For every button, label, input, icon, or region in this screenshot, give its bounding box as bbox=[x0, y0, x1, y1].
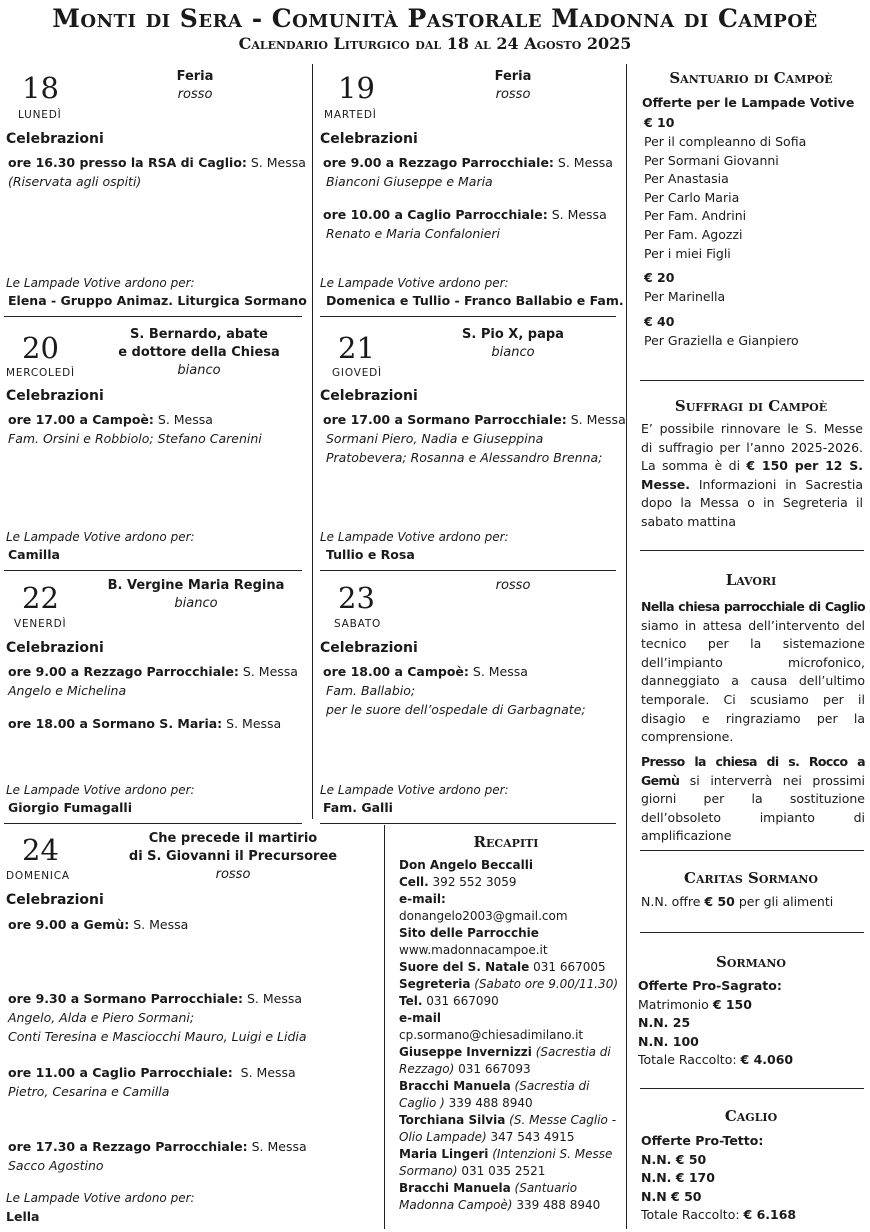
mass-time: ore 17.00 a Sormano Parrocchiale: bbox=[323, 412, 567, 427]
lamp-intention: Domenica e Tullio - Franco Ballabio e Fam. bbox=[326, 293, 624, 308]
mass-intention: Fam. Ballabio; bbox=[326, 683, 416, 698]
lavori-paragraph: Presso la chiesa di s. Rocco a Gemù si interverrà nei prossimi giorni per la sostituzione dell’obsoleto impianto di amplificazione bbox=[641, 754, 865, 844]
contact-email[interactable]: cp.sormano@chiesadimilano.it bbox=[399, 1028, 584, 1042]
mass-intention: Angelo, Alda e Piero Sormani; bbox=[8, 1010, 195, 1025]
row-divider bbox=[320, 316, 616, 317]
mass-type: S. Messa bbox=[240, 1065, 296, 1080]
mass-time: ore 16.30 presso la RSA di Caglio: bbox=[8, 155, 247, 170]
mass-time: ore 17.30 a Rezzago Parrocchiale: bbox=[8, 1139, 248, 1154]
lamp-label: Le Lampade Votive ardono per: bbox=[6, 276, 195, 290]
mass-intention: Pietro, Cesarina e Camilla bbox=[8, 1084, 170, 1099]
mass-time: ore 11.00 a Caglio Parrocchiale: bbox=[8, 1065, 233, 1080]
mass-intention: Renato e Maria Confalonieri bbox=[326, 226, 501, 241]
caglio-total: Totale Raccolto: € 6.168 bbox=[641, 1207, 797, 1223]
feast-name: Feria bbox=[176, 69, 214, 84]
mass-intention: Conti Teresina e Masciocchi Mauro, Luigi e Lidia bbox=[8, 1029, 307, 1044]
celebrations-label: Celebrazioni bbox=[6, 131, 104, 147]
mass-line bbox=[8, 1063, 296, 1082]
mass-type: S. Messa bbox=[250, 155, 306, 170]
feast-name: Che precede il martirio bbox=[148, 831, 318, 846]
mass-line bbox=[8, 662, 298, 681]
contact-line: Giuseppe Invernizzi (Sacrestia di bbox=[399, 1045, 611, 1059]
mass-time: ore 10.00 a Caglio Parrocchiale: bbox=[323, 207, 548, 222]
mass-line bbox=[8, 714, 281, 733]
lavori-paragraph: Nella chiesa parrocchiale di Caglio siamo in attesa dell’intervento del tecnico per la sistemazione dell’impianto microfonico, danneggiato a causa dell’ultimo temporale. Ci scusiamo per il disagio e ringraziamo per la comprensione. bbox=[641, 599, 865, 745]
contact-line: Don Angelo Beccalli bbox=[399, 858, 533, 872]
day-number: 23 bbox=[338, 581, 375, 615]
contact-line: Torchiana Silvia (S. Messe Caglio - bbox=[399, 1113, 617, 1127]
weekday: LUNEDÌ bbox=[18, 109, 62, 121]
lamp-intention: Tullio e Rosa bbox=[326, 547, 415, 562]
contact-line: Madonna Campoè) 339 488 8940 bbox=[399, 1198, 601, 1212]
mass-line bbox=[8, 153, 306, 172]
santuario-title: Santuario di Campoè bbox=[669, 69, 833, 87]
recapiti-section bbox=[388, 830, 624, 1230]
contact-line: Caglio ) 339 488 8940 bbox=[399, 1096, 533, 1110]
list-item: Per Marinella bbox=[644, 289, 726, 304]
lamp-intention: Giorgio Fumagalli bbox=[8, 800, 132, 815]
list-item: Per Fam. Agozzi bbox=[644, 226, 743, 242]
celebrations-label: Celebrazioni bbox=[320, 388, 418, 404]
day-block-22 bbox=[0, 572, 310, 824]
lamp-label: Le Lampade Votive ardono per: bbox=[320, 276, 509, 290]
day-number: 20 bbox=[22, 331, 59, 365]
contact-line: e-mail: bbox=[399, 892, 446, 906]
lamp-label: Le Lampade Votive ardono per: bbox=[6, 1191, 195, 1205]
liturgical-color: bianco bbox=[174, 596, 218, 611]
caritas-text: N.N. offre € 50 per gli alimenti bbox=[641, 894, 834, 909]
contact-line: Olio Lampade) 347 543 4915 bbox=[399, 1130, 575, 1144]
list-item: Per Anastasia bbox=[644, 171, 729, 187]
day-block-23 bbox=[316, 572, 624, 824]
contact-list bbox=[399, 857, 618, 1214]
liturgical-color: rosso bbox=[177, 87, 213, 102]
row-divider bbox=[4, 316, 302, 317]
contact-line: Maria Lingeri (Intenzioni S. Messe bbox=[399, 1147, 613, 1161]
mass-type: S. Messa bbox=[246, 991, 303, 1006]
column-divider bbox=[312, 64, 313, 819]
liturgical-color: bianco bbox=[177, 363, 221, 378]
mass-intention: Pratobevera; Rosanna e Alessandro Brenna; bbox=[326, 450, 603, 465]
suffragi-title: Suffragi di Campoè bbox=[674, 397, 828, 415]
mass-type: S. Messa bbox=[157, 412, 213, 427]
lamp-label: Le Lampade Votive ardono per: bbox=[320, 783, 509, 797]
day-block-24 bbox=[0, 826, 382, 1230]
mass-type: S. Messa bbox=[251, 1139, 307, 1154]
lavori-title: Lavori bbox=[725, 571, 777, 589]
lamp-intention: Camilla bbox=[8, 547, 60, 562]
weekday: MERCOLEDÌ bbox=[6, 367, 75, 379]
page-subtitle: Calendario Liturgico dal 18 al 24 Agosto 2025 bbox=[238, 34, 632, 53]
offer-list bbox=[644, 133, 806, 263]
caritas-title: Caritas Sormano bbox=[684, 869, 818, 887]
feast bbox=[150, 68, 240, 104]
feast-name: B. Vergine Maria Regina bbox=[107, 578, 285, 593]
day-number: 24 bbox=[22, 833, 59, 867]
mass-intention: Angelo e Michelina bbox=[8, 683, 127, 698]
mass-line bbox=[8, 989, 302, 1008]
sormano-title: Sormano bbox=[716, 953, 786, 971]
mass-line bbox=[323, 410, 626, 429]
feast bbox=[476, 577, 550, 595]
sormano-total: Totale Raccolto: € 4.060 bbox=[638, 1052, 794, 1068]
section-divider bbox=[640, 380, 864, 381]
mass-intention: Sormani Piero, Nadia e Giuseppina bbox=[326, 431, 544, 446]
list-item: Per Carlo Maria bbox=[644, 189, 740, 205]
list-item: Per i miei Figli bbox=[644, 245, 731, 261]
mass-intention: (Riservata agli ospiti) bbox=[8, 174, 142, 189]
list-item: Per Fam. Andrini bbox=[644, 208, 747, 224]
offer-amount: € 20 bbox=[644, 270, 675, 285]
lamp-intention: Elena - Gruppo Animaz. Liturgica Sormano bbox=[8, 293, 307, 308]
contact-line: Segreteria (Sabato ore 9.00/11.30) bbox=[399, 977, 619, 991]
celebrations-label: Celebrazioni bbox=[320, 131, 418, 147]
row-divider bbox=[4, 570, 302, 571]
mass-line bbox=[323, 205, 607, 224]
mass-time: ore 9.30 a Sormano Parrocchiale: bbox=[8, 991, 243, 1006]
feast bbox=[100, 577, 292, 613]
contact-line: e-mail bbox=[399, 1011, 441, 1025]
mass-intention: Bianconi Giuseppe e Maria bbox=[326, 174, 493, 189]
liturgical-color: rosso bbox=[495, 87, 531, 102]
contact-line: Sormano) 031 035 2521 bbox=[399, 1164, 546, 1178]
contact-email[interactable]: donangelo2003@gmail.com bbox=[399, 909, 568, 923]
weekday: VENERDÌ bbox=[14, 618, 67, 630]
day-number: 18 bbox=[22, 71, 59, 105]
offer-amount: € 40 bbox=[644, 314, 675, 329]
section-divider bbox=[640, 550, 864, 551]
mass-type: S. Messa bbox=[557, 155, 613, 170]
weekday: DOMENICA bbox=[6, 870, 70, 882]
lamp-label: Le Lampade Votive ardono per: bbox=[6, 530, 195, 544]
right-column-divider bbox=[626, 64, 627, 1229]
day-block-18 bbox=[0, 64, 310, 316]
mass-line bbox=[323, 662, 528, 681]
liturgical-color: bianco bbox=[491, 345, 535, 360]
mass-line bbox=[323, 153, 613, 172]
lamp-label: Le Lampade Votive ardono per: bbox=[6, 783, 195, 797]
celebrations-label: Celebrazioni bbox=[6, 640, 104, 656]
caglio-title: Caglio bbox=[724, 1107, 778, 1125]
mass-type: S. Messa bbox=[242, 664, 298, 679]
mass-time: ore 9.00 a Rezzago Parrocchiale: bbox=[8, 664, 239, 679]
mass-line bbox=[8, 410, 213, 429]
mass-type: S. Messa bbox=[226, 716, 282, 731]
offer-amount: € 10 bbox=[644, 115, 675, 130]
feast-name: e dottore della Chiesa bbox=[118, 345, 280, 360]
feast bbox=[468, 68, 558, 104]
row-divider bbox=[320, 570, 616, 571]
page-title: Monti di Sera - Comunità Pastorale Madonna di Campoè bbox=[52, 4, 818, 33]
mass-intention: Sacco Agostino bbox=[8, 1158, 104, 1173]
lamp-intention: Lella bbox=[6, 1209, 40, 1224]
day-block-21 bbox=[316, 318, 624, 570]
lamp-label: Le Lampade Votive ardono per: bbox=[320, 530, 509, 544]
mass-type: S. Messa bbox=[570, 412, 626, 427]
mass-time: ore 9.00 a Rezzago Parrocchiale: bbox=[323, 155, 554, 170]
liturgical-color: rosso bbox=[495, 578, 531, 593]
day-number: 19 bbox=[338, 71, 375, 105]
weekday: GIOVEDÌ bbox=[332, 367, 382, 379]
feast bbox=[118, 830, 348, 884]
mass-time: ore 18.00 a Sormano S. Maria: bbox=[8, 716, 223, 731]
contact-line: Sito delle Parrocchie bbox=[399, 926, 539, 940]
celebrations-label: Celebrazioni bbox=[6, 388, 104, 404]
sormano-offers: Offerte Pro-Sagrato: Matrimonio € 150 N.N. 25 N.N. 100 Totale Raccolto: € 4.060 bbox=[638, 977, 793, 1070]
mass-type: S. Messa bbox=[551, 207, 607, 222]
mass-time: ore 9.00 a Gemù: bbox=[8, 917, 130, 932]
day-number: 22 bbox=[22, 581, 59, 615]
liturgical-color: rosso bbox=[215, 867, 251, 882]
celebrations-label: Celebrazioni bbox=[320, 640, 418, 656]
mass-time: ore 17.00 a Campoè: bbox=[8, 412, 154, 427]
mass-intention: per le suore dell’ospedale di Garbagnate; bbox=[326, 702, 586, 717]
feast-name: Feria bbox=[494, 69, 532, 84]
contact-line: Bracchi Manuela (Sacrestia di bbox=[399, 1079, 590, 1093]
contact-line: Rezzago) 031 667093 bbox=[399, 1062, 531, 1076]
offerte-heading: Offerte per le Lampade Votive bbox=[642, 95, 855, 110]
mass-time: ore 18.00 a Campoè: bbox=[323, 664, 469, 679]
weekday: SABATO bbox=[334, 618, 382, 630]
mass-type: S. Messa bbox=[472, 664, 528, 679]
recapiti-title: Recapiti bbox=[473, 833, 539, 851]
contact-line: Bracchi Manuela (Santuario bbox=[399, 1181, 578, 1195]
section-divider bbox=[640, 850, 864, 851]
list-item: Per Sormani Giovanni bbox=[644, 152, 779, 168]
section-divider bbox=[640, 1088, 864, 1089]
recapiti-divider bbox=[384, 825, 385, 1229]
day-block-19 bbox=[316, 64, 624, 316]
feast-name: S. Bernardo, abate bbox=[130, 327, 268, 342]
mass-line bbox=[8, 915, 188, 934]
mass-type: S. Messa bbox=[133, 917, 189, 932]
day-block-20 bbox=[0, 318, 310, 570]
celebrations-label: Celebrazioni bbox=[6, 892, 104, 908]
feast bbox=[456, 326, 570, 362]
lamp-intention: Fam. Galli bbox=[323, 800, 393, 815]
mass-intention: Fam. Orsini e Robbiolo; Stefano Carenini bbox=[8, 431, 262, 446]
contact-line: Cell. 392 552 3059 bbox=[399, 875, 517, 889]
contact-line: Suore del S. Natale 031 667005 bbox=[399, 960, 606, 974]
suffragi-text: E’ possibile rinnovare le S. Messe di suffragio per l’anno 2025-2026. La somma è di € 150 per 12 S. Messe. Informazioni in Sacrestia dopo la Messa o in Segreteria il sabato mattina bbox=[641, 421, 863, 529]
mass-line bbox=[8, 1137, 307, 1156]
list-item: Per il compleanno di Sofia bbox=[644, 134, 807, 149]
feast-name: di S. Giovanni il Precursoree bbox=[128, 849, 338, 864]
day-number: 21 bbox=[338, 331, 375, 365]
feast bbox=[112, 326, 286, 380]
caglio-offers: Offerte Pro-Tetto: N.N. € 50 N.N. € 170 N.N € 50 Totale Raccolto: € 6.168 bbox=[641, 1132, 796, 1225]
website-link[interactable]: www.madonnacampoe.it bbox=[399, 943, 548, 957]
weekday: MARTEDÌ bbox=[324, 109, 377, 121]
contact-line: Tel. 031 667090 bbox=[399, 994, 499, 1008]
feast-name: S. Pio X, papa bbox=[462, 327, 564, 342]
section-divider bbox=[640, 932, 864, 933]
list-item: Per Graziella e Gianpiero bbox=[644, 333, 799, 348]
